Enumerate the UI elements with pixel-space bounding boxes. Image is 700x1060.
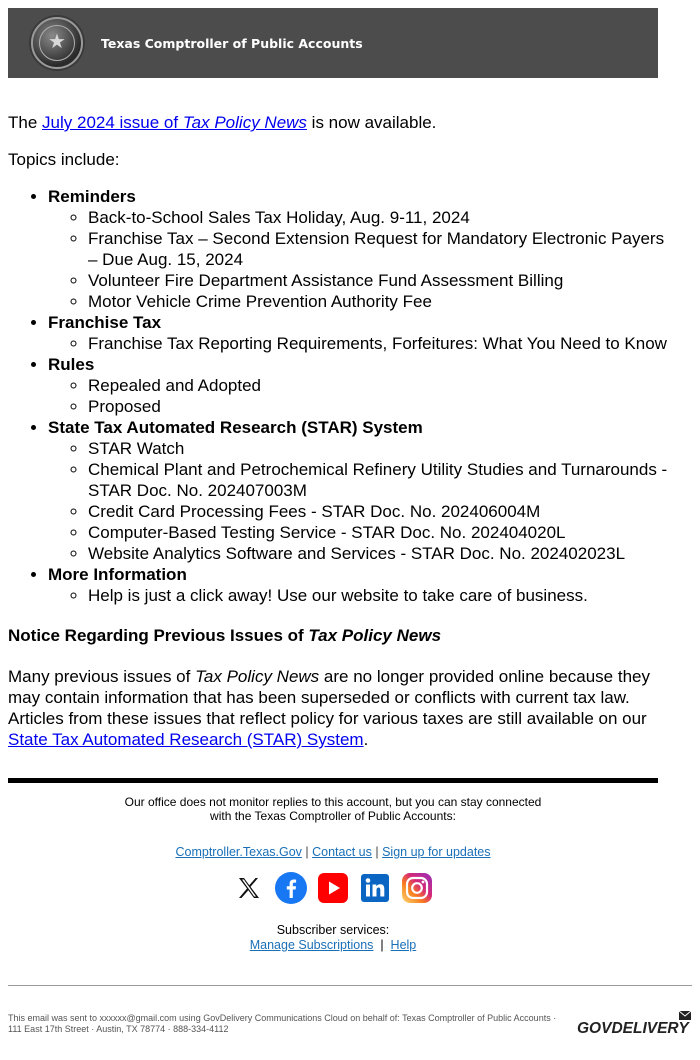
topic-item: ◦ Proposed bbox=[88, 396, 668, 417]
topic-section bbox=[48, 186, 668, 312]
topic-item: ◦ Franchise Tax Reporting Requirements, Forfeitures: What You Need to Know bbox=[88, 333, 668, 354]
topic-item: ◦ Repealed and Adopted bbox=[88, 375, 668, 396]
topic-item: ◦ Chemical Plant and Petrochemical Refinery Utility Studies and Turnarounds - STAR Doc. No. 202407003M bbox=[88, 459, 668, 501]
divider bbox=[8, 778, 658, 783]
topic-section bbox=[48, 312, 668, 354]
topic-sublist bbox=[48, 333, 668, 354]
legal-text: This email was sent to xxxxxx@gmail.com using GovDelivery Communications Cloud on behalf of: Texas Comptroller of Public Accounts · 111 East 17th Street · Austin, TX 78774 · 888-334-4112 bbox=[8, 1013, 557, 1034]
footer-note: Our office does not monitor replies to this account, but you can stay connected with the Texas Comptroller of Public Accounts: bbox=[124, 795, 542, 823]
sign-up-link[interactable]: Sign up for updates bbox=[382, 845, 491, 859]
intro-text: The July 2024 issue of Tax Policy News is now available. bbox=[8, 113, 437, 132]
star-system-link[interactable]: State Tax Automated Research (STAR) System bbox=[8, 730, 364, 749]
linkedin-icon[interactable] bbox=[358, 871, 392, 905]
comptroller-site-link[interactable]: Comptroller.Texas.Gov bbox=[175, 845, 302, 859]
social-icons bbox=[8, 871, 658, 905]
topic-item: ◦ Volunteer Fire Department Assistance Fund Assessment Billing bbox=[88, 270, 668, 291]
x-icon[interactable] bbox=[232, 871, 266, 905]
topic-sublist bbox=[48, 375, 668, 417]
topic-section-title: Rules bbox=[48, 355, 95, 374]
topic-section-title: Franchise Tax bbox=[48, 313, 162, 332]
topic-section bbox=[48, 417, 668, 564]
help-link[interactable]: Help bbox=[390, 938, 417, 952]
header-title: Texas Comptroller of Public Accounts bbox=[101, 35, 363, 51]
footer-divider bbox=[8, 985, 692, 986]
topic-item: ◦ Website Analytics Software and Services - STAR Doc. No. 202402023L bbox=[88, 543, 668, 564]
topic-item: ◦ Computer-Based Testing Service - STAR Doc. No. 202404020L bbox=[88, 522, 668, 543]
subscriber-services: Subscriber services: Manage Subscriptions | Help bbox=[249, 923, 417, 952]
contact-us-link[interactable]: Contact us bbox=[312, 845, 372, 859]
youtube-icon[interactable] bbox=[316, 871, 350, 905]
july-issue-link[interactable]: July 2024 issue of Tax Policy News bbox=[42, 113, 307, 132]
texas-seal-logo: ★ bbox=[31, 17, 83, 69]
topics-label: Topics include: bbox=[8, 150, 120, 169]
topic-section-title: Reminders bbox=[48, 187, 136, 206]
govdelivery-logo bbox=[577, 1010, 692, 1038]
topic-item: ◦ Help is just a click away! Use our website to take care of business. bbox=[88, 585, 668, 606]
topic-item: ◦ Motor Vehicle Crime Prevention Authority Fee bbox=[88, 291, 668, 312]
topic-item: ◦ Franchise Tax – Second Extension Request for Mandatory Electronic Payers – Due Aug. 15, 2024 bbox=[88, 228, 668, 270]
topic-section bbox=[48, 354, 668, 417]
email-body bbox=[8, 100, 668, 750]
topic-sublist bbox=[48, 207, 668, 312]
svg-text:GOVDELIVERY: GOVDELIVERY bbox=[577, 1020, 689, 1037]
topic-sublist bbox=[48, 438, 668, 564]
notice-heading: Notice Regarding Previous Issues of Tax Policy News bbox=[8, 626, 442, 645]
topic-item: ◦ Back-to-School Sales Tax Holiday, Aug. 9-11, 2024 bbox=[88, 207, 668, 228]
footer bbox=[8, 795, 658, 953]
manage-subscriptions-link[interactable]: Manage Subscriptions bbox=[249, 938, 374, 952]
topic-item: ◦ Credit Card Processing Fees - STAR Doc. No. 202406004M bbox=[88, 501, 668, 522]
notice-body: Many previous issues of Tax Policy News are no longer provided online because they may contain information that has been superseded or conflicts with current tax law. Articles from these issues that reflect policy for various taxes are still available on our State Tax Automated Research (STAR) System. bbox=[8, 667, 650, 749]
topic-section-title: State Tax Automated Research (STAR) System bbox=[48, 418, 423, 437]
topic-section bbox=[48, 564, 668, 606]
topics-list bbox=[8, 186, 668, 606]
topic-item: ◦ STAR Watch bbox=[88, 438, 668, 459]
topic-sublist bbox=[48, 585, 668, 606]
facebook-icon[interactable] bbox=[274, 871, 308, 905]
footer-links: Comptroller.Texas.Gov | Contact us | Sign up for updates bbox=[175, 845, 491, 859]
header-banner bbox=[8, 8, 658, 78]
instagram-icon[interactable] bbox=[400, 871, 434, 905]
topic-section-title: More Information bbox=[48, 565, 187, 584]
